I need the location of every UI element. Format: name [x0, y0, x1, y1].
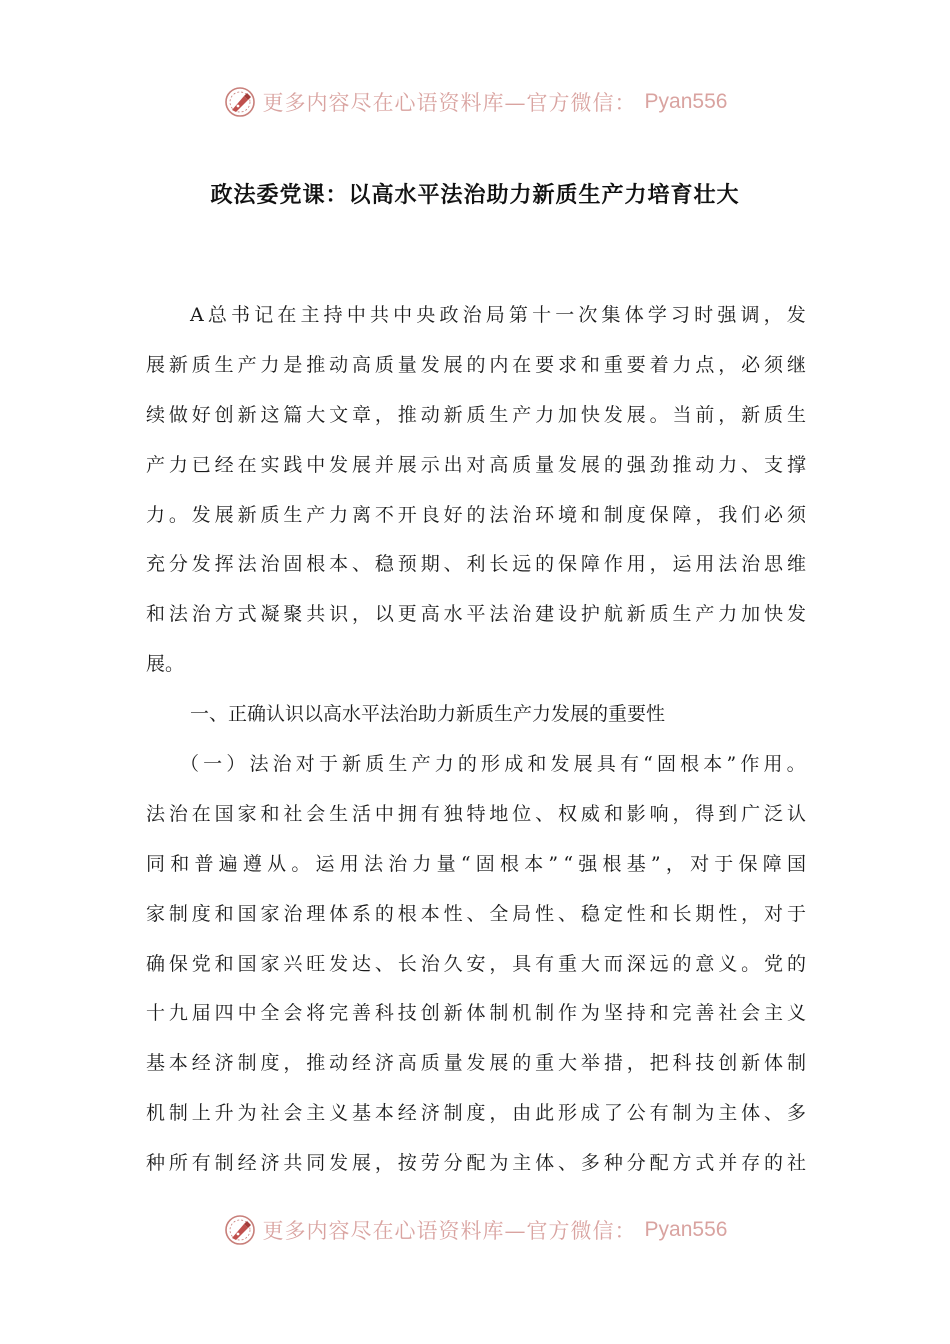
text-line: 机 制 上 升 为 社 会 主 义 基 本 经 济 制 度 ， 由 此 形 成 了 公 有 制 为 主 体 、 多 — [146, 1102, 806, 1125]
text-line: 展 新 质 生 产 力 是 推 动 高 质 量 发 展 的 内 在 要 求 和 重 要 着 力 点 ， 必 须 继 — [146, 353, 806, 376]
pen-nib-logo-icon — [223, 85, 257, 119]
pen-nib-logo-icon — [223, 1213, 257, 1247]
text-line: 力 。 发 展 新 质 生 产 力 离 不 开 良 好 的 法 治 环 境 和 制 度 保 障 ， 我 们 必 须 — [146, 503, 806, 526]
text-line: 和 法 治 方 式 凝 聚 共 识 ， 以 更 高 水 平 法 治 建 设 护 航 新 质 生 产 力 加 快 发 — [146, 603, 806, 626]
text-line: 续 做 好 创 新 这 篇 大 文 章 ， 推 动 新 质 生 产 力 加 快 发 展 。 当 前 ， 新 质 生 — [146, 403, 806, 426]
header-watermark — [0, 82, 950, 122]
document-body — [146, 291, 806, 1189]
watermark-wechat-id: Pyan556 — [644, 90, 728, 113]
watermark-text: 更多内容尽在心语资料库—官方微信： — [262, 1219, 637, 1243]
text-line: 展。 — [146, 653, 185, 676]
text-line: 基 本 经 济 制 度 ， 推 动 经 济 高 质 量 发 展 的 重 大 举 措 ， 把 科 技 创 新 体 制 — [146, 1052, 806, 1075]
watermark-wechat-id: Pyan556 — [644, 1218, 728, 1241]
text-line: 种 所 有 制 经 济 共 同 发 展 ， 按 劳 分 配 为 主 体 、 多 种 分 配 方 式 并 存 的 社 — [146, 1152, 806, 1175]
document-title: 政法委党课：以高水平法治助力新质生产力培育壮大 — [210, 183, 740, 208]
text-line: 产 力 已 经 在 实 践 中 发 展 并 展 示 出 对 高 质 量 发 展 的 强 劲 推 动 力 、 支 撑 — [146, 453, 806, 476]
text-line: 十 九 届 四 中 全 会 将 完 善 科 技 创 新 体 制 机 制 作 为 坚 持 和 完 善 社 会 主 义 — [146, 1002, 806, 1025]
text-line: 家 制 度 和 国 家 治 理 体 系 的 根 本 性 、 全 局 性 、 稳 定 性 和 长 期 性 ， 对 于 — [146, 902, 806, 925]
text-line: 确 保 党 和 国 家 兴 旺 发 达 、 长 治 久 安 ， 具 有 重 大 而 深 远 的 意 义 。 党 的 — [146, 952, 806, 975]
subsection-heading: （ 一 ） 法 治 对 于 新 质 生 产 力 的 形 成 和 发 展 具 有 “ 固 根 本 ” 作 用 。 — [180, 753, 806, 776]
text-line: 同 和 普 遍 遵 从 。 运 用 法 治 力 量 “ 固 根 本 ” “ 强 根 基 ” ， 对 于 保 障 国 — [146, 852, 806, 875]
footer-watermark — [0, 1210, 950, 1250]
text-line: A 总 书 记 在 主 持 中 共 中 央 政 治 局 第 十 一 次 集 体 学 习 时 强 调 ， 发 — [190, 304, 806, 326]
watermark-text: 更多内容尽在心语资料库—官方微信： — [262, 91, 637, 115]
section-heading: 一、正确认识以高水平法治助力新质生产力发展的重要性 — [190, 703, 666, 726]
text-line: 法 治 在 国 家 和 社 会 生 活 中 拥 有 独 特 地 位 、 权 威 和 影 响 ， 得 到 广 泛 认 — [146, 802, 806, 825]
text-line: 充 分 发 挥 法 治 固 根 本 、 稳 预 期 、 利 长 远 的 保 障 作 用 ， 运 用 法 治 思 维 — [146, 553, 806, 576]
